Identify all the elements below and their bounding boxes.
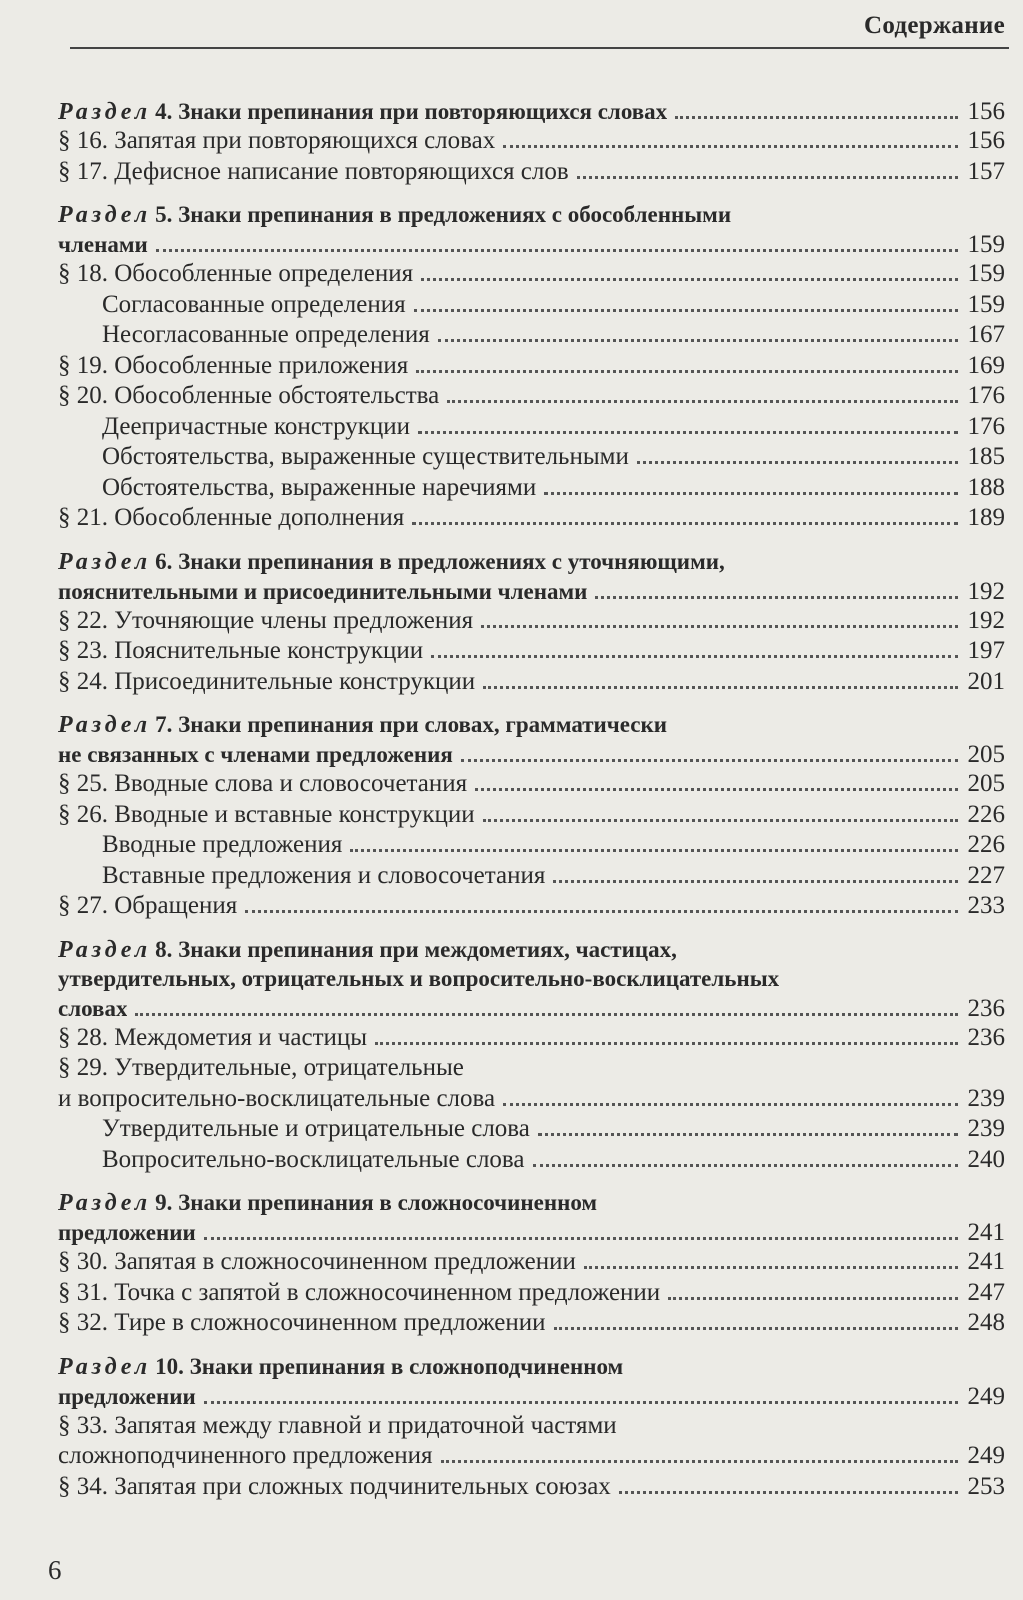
dot-leader <box>668 1297 957 1300</box>
toc-section <box>58 549 1005 699</box>
section-word: Раздел <box>58 99 152 125</box>
table-of-contents <box>58 98 1005 1517</box>
toc-entry-text: сложноподчиненного предложения <box>58 1442 433 1469</box>
toc-section-heading-line <box>58 202 1005 231</box>
dot-leader <box>416 370 957 373</box>
toc-entry <box>58 1473 1005 1504</box>
toc-section-heading-line <box>58 966 1005 995</box>
toc-section <box>58 712 1005 923</box>
dot-leader <box>675 116 957 119</box>
toc-entry <box>58 1085 1005 1116</box>
toc-entry-text: Вопросительно-восклицательные слова <box>102 1145 525 1173</box>
toc-entry <box>58 382 1005 413</box>
dot-leader <box>538 1133 958 1136</box>
toc-page-number: 226 <box>967 831 1005 858</box>
dot-leader <box>350 849 957 852</box>
toc-entry <box>58 352 1005 383</box>
toc-page-number: 239 <box>967 1084 1005 1112</box>
dot-leader <box>461 759 958 762</box>
toc-entry-text: § 33. Запятая между главной и придаточной частями <box>58 1411 617 1439</box>
toc-page-number: 241 <box>967 1248 1005 1275</box>
dot-leader <box>447 400 957 403</box>
dot-leader <box>245 910 957 913</box>
toc-entry-text: § 16. Запятая при повторяющихся словах <box>58 127 496 154</box>
toc-page-number: 156 <box>967 98 1005 125</box>
toc-page-number: 192 <box>967 577 1005 605</box>
toc-page-number: 189 <box>967 504 1005 531</box>
toc-page-number: 176 <box>967 412 1005 440</box>
toc-entry-text: утвердительных, отрицательных и вопросительно-восклицательных <box>58 965 780 991</box>
toc-entry <box>58 1115 1005 1146</box>
toc-entry-text: словах <box>58 995 128 1021</box>
section-word: Раздел <box>58 1353 152 1380</box>
toc-page-number: 241 <box>967 1219 1005 1246</box>
toc-entry-text: предложении <box>58 1220 196 1245</box>
toc-entry <box>58 1279 1005 1310</box>
toc-page-number: 236 <box>967 994 1005 1022</box>
toc-entry-text: § 24. Присоединительные конструкции <box>58 667 476 695</box>
dot-leader <box>375 1042 957 1045</box>
toc-section <box>58 202 1005 535</box>
toc-entry-text: и вопросительно-восклицательные слова <box>58 1084 496 1112</box>
toc-entry-text: § 30. Запятая в сложносочиненном предложении <box>58 1248 576 1275</box>
toc-page-number: 159 <box>967 290 1005 318</box>
toc-entry <box>58 862 1005 893</box>
toc-section <box>58 1354 1005 1504</box>
section-word: Раздел <box>58 1190 152 1216</box>
toc-entry-text: Обстоятельства, выраженные существительными <box>102 443 629 470</box>
toc-entry <box>58 668 1005 699</box>
dot-leader <box>441 1460 958 1463</box>
section-title: 10. Знаки препинания в сложноподчиненном <box>155 1353 624 1379</box>
toc-section-heading-line <box>58 1190 1005 1219</box>
toc-entry-text: Утвердительные и отрицательные слова <box>102 1115 530 1142</box>
toc-entry <box>58 158 1005 189</box>
dot-leader <box>156 249 958 252</box>
dot-leader <box>503 1103 957 1106</box>
toc-entry <box>58 637 1005 668</box>
toc-section-heading-line <box>58 1383 1005 1412</box>
section-word: Раздел <box>58 712 152 738</box>
toc-entry <box>58 443 1005 474</box>
toc-section-heading-line <box>58 1354 1005 1383</box>
toc-entry-text: членами <box>58 232 148 257</box>
dot-leader <box>619 1491 958 1494</box>
toc-entry-text: Согласованные определения <box>102 290 406 318</box>
toc-entry-text: § 28. Междометия и частицы <box>58 1023 368 1051</box>
toc-entry-text: Деепричастные конструкции <box>102 412 411 440</box>
dot-leader <box>483 819 958 822</box>
toc-entry <box>58 831 1005 862</box>
toc-page-number: 188 <box>967 473 1005 501</box>
toc-section-heading-line <box>58 937 1005 966</box>
toc-entry-text: § 19. Обособленные приложения <box>58 351 409 379</box>
dot-leader <box>431 655 957 658</box>
toc-entry-text: предложении <box>58 1383 196 1409</box>
toc-entry-text: § 18. Обособленные определения <box>58 260 414 287</box>
toc-page-number: 176 <box>967 382 1005 409</box>
toc-entry <box>58 504 1005 535</box>
toc-section-heading-line <box>58 98 1005 127</box>
dot-leader <box>554 1327 958 1330</box>
toc-page-number: 249 <box>967 1442 1005 1469</box>
toc-page-number: 157 <box>967 157 1005 185</box>
toc-entry <box>58 1146 1005 1177</box>
toc-entry-text: Обстоятельства, выраженные наречиями <box>102 473 537 501</box>
toc-entry <box>58 291 1005 322</box>
dot-leader <box>421 278 957 281</box>
toc-section-heading-line <box>58 1219 1005 1248</box>
toc-page-number: 159 <box>967 231 1005 258</box>
toc-entry-text: Несогласованные определения <box>102 321 430 348</box>
dot-leader <box>414 309 958 312</box>
dot-leader <box>135 1013 957 1016</box>
dot-leader <box>533 1164 958 1167</box>
toc-section <box>58 937 1005 1177</box>
dot-leader <box>204 1237 958 1240</box>
toc-page-number: 169 <box>967 351 1005 379</box>
toc-page-number: 248 <box>967 1309 1005 1336</box>
toc-entry-text: § 34. Запятая при сложных подчинительных союзах <box>58 1472 611 1500</box>
running-header-title: Содержание <box>863 12 1005 39</box>
toc-entry-text: не связанных с членами предложения <box>58 742 453 767</box>
toc-entry <box>58 1412 1005 1443</box>
section-title: 5. Знаки препинания в предложениях с обособленными <box>155 202 732 227</box>
toc-page-number: 192 <box>967 606 1005 634</box>
toc-entry <box>58 1054 1005 1085</box>
toc-page-number: 253 <box>967 1472 1005 1500</box>
section-word: Раздел <box>58 936 152 963</box>
dot-leader <box>637 461 958 464</box>
section-title: 9. Знаки препинания в сложносочиненном <box>155 1190 598 1215</box>
toc-page-number: 233 <box>967 892 1005 919</box>
toc-page-number: 185 <box>967 443 1005 470</box>
toc-entry <box>58 321 1005 352</box>
toc-section-heading-line <box>58 995 1005 1024</box>
toc-entry-text: § 26. Вводные и вставные конструкции <box>58 800 475 828</box>
toc-section-heading-line <box>58 741 1005 770</box>
header-rule <box>70 47 1009 49</box>
toc-page-number: 240 <box>967 1145 1005 1173</box>
toc-page-number: 239 <box>967 1115 1005 1142</box>
toc-section-heading-line <box>58 712 1005 741</box>
dot-leader <box>438 339 958 342</box>
dot-leader <box>475 788 957 791</box>
toc-page-number: 201 <box>967 667 1005 695</box>
toc-page-number: 205 <box>967 741 1005 768</box>
toc-entry-text: § 17. Дефисное написание повторяющихся слов <box>58 157 569 185</box>
toc-entry-text: Вводные предложения <box>102 831 343 858</box>
dot-leader <box>553 880 957 883</box>
toc-section-heading-line <box>58 231 1005 260</box>
toc-section <box>58 98 1005 188</box>
dot-leader <box>204 1401 958 1404</box>
toc-page-number: 205 <box>967 770 1005 797</box>
toc-page-number: 156 <box>967 127 1005 154</box>
section-word: Раздел <box>58 202 152 228</box>
toc-page-number: 236 <box>967 1023 1005 1051</box>
toc-entry-text: § 21. Обособленные дополнения <box>58 504 405 531</box>
toc-page-number: 247 <box>967 1278 1005 1306</box>
toc-section <box>58 1190 1005 1340</box>
toc-entry-text: § 25. Вводные слова и словосочетания <box>58 770 468 797</box>
toc-entry <box>58 607 1005 638</box>
toc-entry <box>58 127 1005 158</box>
toc-entry <box>58 770 1005 801</box>
toc-entry-text: § 23. Пояснительные конструкции <box>58 637 424 664</box>
toc-section-heading-line <box>58 578 1005 607</box>
section-title: 7. Знаки препинания при словах, грамматически <box>155 712 667 737</box>
page-number: 6 <box>48 1555 62 1585</box>
toc-entry-text: пояснительными и присоединительными членами <box>58 578 588 604</box>
toc-page-number: 197 <box>967 637 1005 664</box>
toc-page-number: 227 <box>967 861 1005 889</box>
dot-leader <box>577 176 958 179</box>
dot-leader <box>412 522 957 525</box>
dot-leader <box>503 145 957 148</box>
toc-entry-text: § 20. Обособленные обстоятельства <box>58 382 440 409</box>
toc-entry <box>58 1248 1005 1279</box>
dot-leader <box>595 596 957 599</box>
toc-page-number: 159 <box>967 260 1005 287</box>
dot-leader <box>584 1266 958 1269</box>
dot-leader <box>483 686 957 689</box>
section-title: 8. Знаки препинания при междометиях, частицах, <box>155 936 677 962</box>
section-word: Раздел <box>58 548 152 575</box>
toc-entry <box>58 1024 1005 1055</box>
toc-entry <box>58 1442 1005 1473</box>
toc-entry-text: § 22. Уточняющие члены предложения <box>58 606 474 634</box>
section-title: 6. Знаки препинания в предложениях с уточняющими, <box>155 548 725 574</box>
toc-entry-text: § 29. Утвердительные, отрицательные <box>58 1054 464 1081</box>
toc-entry-text: § 31. Точка с запятой в сложносочиненном предложении <box>58 1278 661 1306</box>
dot-leader <box>481 625 957 628</box>
toc-entry <box>58 260 1005 291</box>
toc-entry <box>58 1309 1005 1340</box>
toc-entry <box>58 413 1005 444</box>
toc-entry-text: § 27. Обращения <box>58 892 238 919</box>
toc-entry <box>58 801 1005 832</box>
toc-entry-text: Вставные предложения и словосочетания <box>102 861 546 889</box>
dot-leader <box>418 431 957 434</box>
toc-entry <box>58 892 1005 923</box>
dot-leader <box>544 492 957 495</box>
toc-page-number: 226 <box>967 800 1005 828</box>
toc-entry-text: § 32. Тире в сложносочиненном предложении <box>58 1309 546 1336</box>
section-title: 4. Знаки препинания при повторяющихся словах <box>155 99 668 124</box>
toc-entry <box>58 474 1005 505</box>
toc-section-heading-line <box>58 549 1005 578</box>
toc-page-number: 249 <box>967 1382 1005 1410</box>
toc-page-number: 167 <box>967 321 1005 348</box>
